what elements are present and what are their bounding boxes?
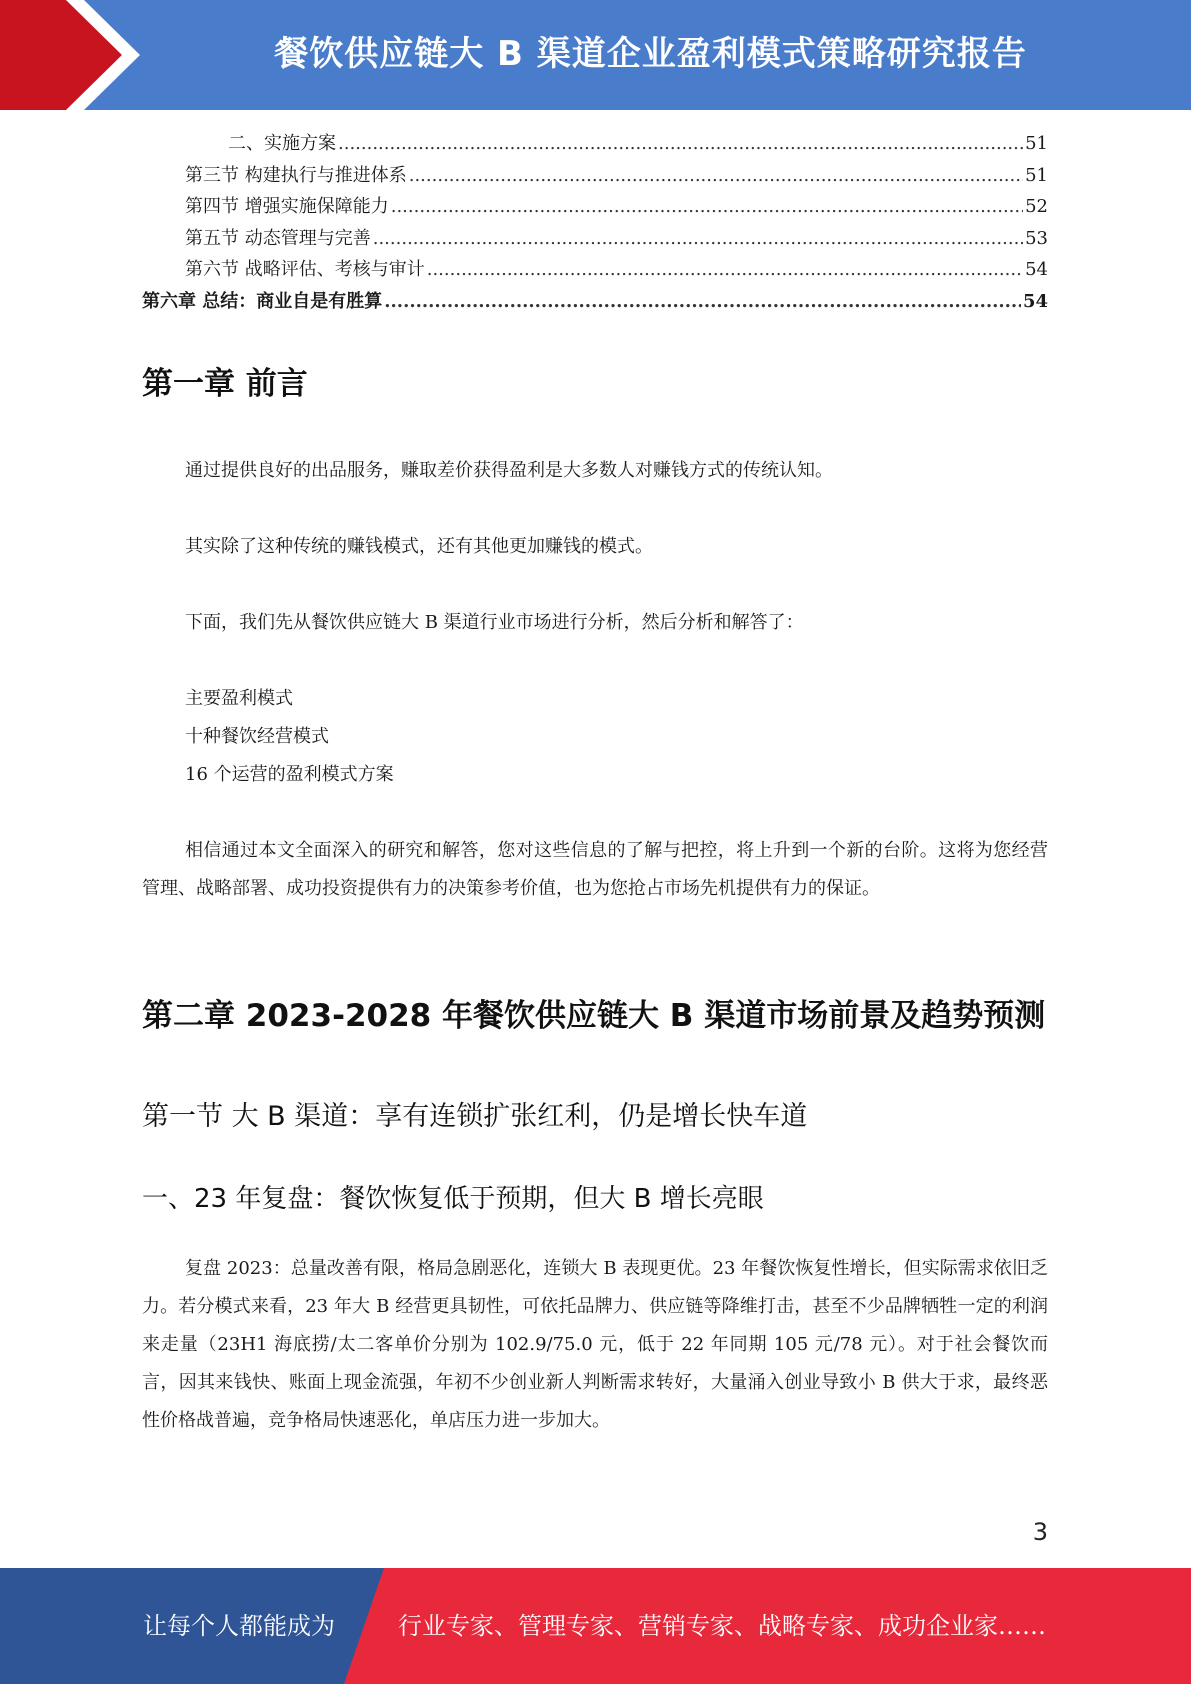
footer-banner — [0, 1568, 1191, 1684]
toc-leader-dots — [391, 191, 1023, 223]
list-item: 主要盈利模式 — [185, 688, 293, 709]
toc-entry[interactable] — [142, 223, 1048, 255]
toc-entry[interactable] — [142, 254, 1048, 286]
toc-entry-label: 第五节 动态管理与完善 — [185, 227, 371, 249]
chapter-1-paragraph-1: 通过提供良好的出品服务，赚取差价获得盈利是大多数人对赚钱方式的传统认知。 — [185, 460, 833, 481]
toc-leader-dots — [409, 160, 1023, 192]
toc-entry[interactable] — [142, 128, 1048, 160]
chapter-1-paragraph-2: 其实除了这种传统的赚钱模式，还有其他更加赚钱的模式。 — [185, 536, 653, 557]
toc-entry-chapter[interactable] — [142, 286, 1048, 318]
chapter-1-list — [185, 680, 394, 794]
toc-leader-dots — [338, 128, 1023, 160]
chapter-1-heading: 第一章 前言 — [142, 366, 308, 402]
footer-slogan-left: 让每个人都能成为 — [143, 1612, 335, 1640]
chapter-1-paragraph-3: 下面，我们先从餐饮供应链大 B 渠道行业市场进行分析，然后分析和解答了： — [185, 612, 804, 633]
toc-entry-page: 52 — [1025, 196, 1048, 217]
toc-entry-label: 第三节 构建执行与推进体系 — [185, 164, 407, 186]
toc-entry[interactable] — [142, 160, 1048, 192]
subsection-1-heading: 一、23 年复盘：餐饮恢复低于预期，但大 B 增长亮眼 — [142, 1184, 764, 1214]
toc-entry-label: 二、实施方案 — [228, 133, 336, 154]
chapter-2-paragraph-1: 复盘 2023：总量改善有限，格局急剧恶化，连锁大 B 表现更优。23 年餐饮恢复性增长，但实际需求依旧乏力。若分模式来看，23 年大 B 经营更具韧性，可依托品牌力、供应链等降维打击，甚至不少品牌牺牲一定的利润来走量（23H1 海底捞/太二客单价分别为 102.9/75.0 元，低于 22 年同期 105 元/78 元）。对于社会餐饮而言，因其来钱快、账面上现金流强，年初不少创业新人判断需求转好，大量涌入创业导致小 B 供大于求，最终恶性价格战普遍，竞争格局快速恶化，单店压力进一步加大。 — [142, 1258, 1048, 1431]
footer-slogan-right: 行业专家、管理专家、营销专家、战略专家、成功企业家…… — [398, 1612, 1046, 1640]
report-title: 餐饮供应链大 B 渠道企业盈利模式策略研究报告 — [274, 34, 1027, 74]
toc-leader-dots — [384, 286, 1021, 318]
list-item: 十种餐饮经营模式 — [185, 726, 329, 747]
toc-entry-page: 51 — [1025, 133, 1048, 154]
toc-entry-label: 第六节 战略评估、考核与审计 — [185, 259, 425, 280]
header-arrow-graphic — [0, 0, 160, 110]
toc-entry-page: 51 — [1025, 164, 1048, 186]
list-item: 16 个运营的盈利模式方案 — [185, 764, 394, 785]
toc-entry-page: 53 — [1025, 227, 1048, 249]
table-of-contents — [142, 128, 1048, 317]
toc-leader-dots — [427, 254, 1023, 286]
toc-entry-label: 第六章 总结：商业自是有胜算 — [142, 290, 383, 312]
toc-entry-page: 54 — [1025, 259, 1048, 280]
page-number: 3 — [1032, 1518, 1048, 1546]
header-banner — [0, 0, 1191, 110]
toc-leader-dots — [373, 223, 1023, 255]
chapter-2-heading: 第二章 2023-2028 年餐饮供应链大 B 渠道市场前景及趋势预测 — [142, 998, 1046, 1034]
toc-entry-label: 第四节 增强实施保障能力 — [185, 196, 389, 217]
toc-entry-page: 54 — [1022, 290, 1048, 312]
toc-entry[interactable] — [142, 191, 1048, 223]
section-1-heading: 第一节 大 B 渠道：享有连锁扩张红利，仍是增长快车道 — [142, 1101, 808, 1132]
chapter-1-paragraph-4: 相信通过本文全面深入的研究和解答，您对这些信息的了解与把控，将上升到一个新的台阶。这将为您经营管理、战略部署、成功投资提供有力的决策参考价值，也为您抢占市场先机提供有力的保证。 — [142, 840, 1048, 899]
